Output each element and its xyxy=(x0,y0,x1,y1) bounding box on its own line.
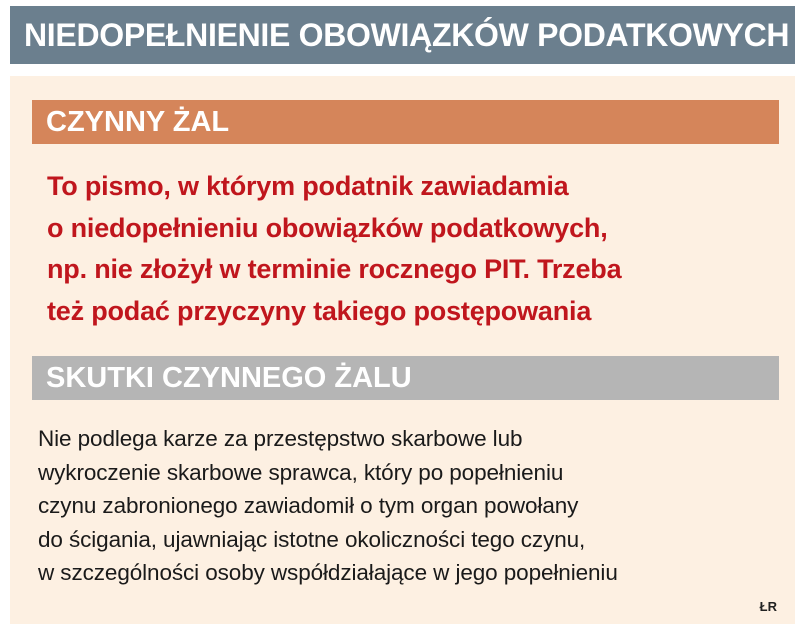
section-title-skutki: SKUTKI CZYNNEGO ŻALU xyxy=(32,356,779,400)
definition-line: To pismo, w którym podatnik zawiadamia xyxy=(47,171,569,201)
effects-line: w szczególności osoby współdziałające w jego popełnieniu xyxy=(38,560,618,586)
effects-line: Nie podlega karze za przestępstwo skarbowe lub xyxy=(38,426,523,451)
author-credit: ŁR xyxy=(759,599,777,614)
effects-text xyxy=(38,422,778,590)
page-title: NIEDOPEŁNIENIE OBOWIĄZKÓW PODATKOWYCH xyxy=(10,6,795,64)
effects-line: do ścigania, ujawniając istotne okoliczności tego czynu, xyxy=(38,526,586,552)
definition-line: o niedopełnieniu obowiązków podatkowych, xyxy=(47,212,608,243)
definition-line: np. nie złożył w terminie rocznego PIT. Trzeba xyxy=(47,254,622,284)
section-title-czynny-zal: CZYNNY ŻAL xyxy=(32,100,779,144)
effects-line: wykroczenie skarbowe sprawca, który po popełnieniu xyxy=(38,459,564,485)
info-box xyxy=(10,76,795,624)
definition-line: też podać przyczyny takiego postępowania xyxy=(47,295,592,326)
effects-line: czynu zabronionego zawiadomił o tym organ powołany xyxy=(38,493,579,519)
definition-text xyxy=(47,166,767,332)
